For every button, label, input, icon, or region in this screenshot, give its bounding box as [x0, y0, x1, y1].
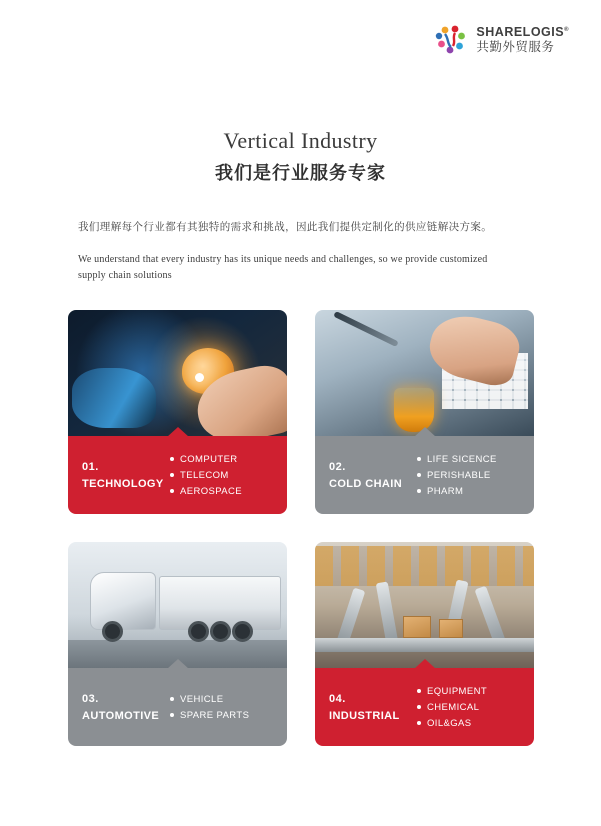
list-item [417, 454, 526, 465]
automotive-card-heading [82, 693, 170, 722]
list-item [417, 486, 526, 497]
list-item-label: EQUIPMENT [427, 685, 488, 697]
bullet-icon [417, 457, 421, 461]
card-name: INDUSTRIAL [329, 709, 400, 722]
brand-logo [434, 22, 569, 58]
bullet-icon [170, 489, 174, 493]
brand-logo-text [476, 26, 569, 54]
trademark-symbol: ® [564, 26, 569, 33]
technology-item-list [170, 454, 279, 497]
industrial-item-list [417, 686, 526, 729]
page-title-cn: 我们是行业服务专家 [215, 163, 386, 183]
industry-card-technology[interactable] [68, 310, 287, 514]
card-notch-icon [414, 427, 436, 437]
list-item [417, 470, 526, 481]
list-item [417, 686, 526, 697]
intro-paragraph-cn: 我们理解每个行业都有其独特的需求和挑战，因此我们提供定制化的供应链解决方案。 [78, 221, 493, 233]
list-item-label: SPARE PARTS [180, 709, 250, 721]
bullet-icon [170, 457, 174, 461]
bullet-icon [170, 697, 174, 701]
list-item-label: TELECOM [180, 469, 229, 481]
card-number: 04. [329, 692, 346, 705]
list-item [170, 470, 279, 481]
technology-card-body [68, 436, 287, 514]
list-item [170, 710, 279, 721]
list-item-label: PERISHABLE [427, 469, 491, 481]
list-item-label: OIL&GAS [427, 717, 472, 729]
list-item [170, 694, 279, 705]
list-item-label: VEHICLE [180, 693, 224, 705]
cold-chain-card-heading [329, 461, 417, 490]
cold-chain-photo [315, 310, 534, 436]
list-item [417, 702, 526, 713]
list-item-label: AEROSPACE [180, 485, 243, 497]
card-name: TECHNOLOGY [82, 477, 164, 490]
list-item [170, 486, 279, 497]
industry-card-automotive[interactable] [68, 542, 287, 746]
card-number: 03. [82, 692, 99, 705]
list-item-label: PHARM [427, 485, 464, 497]
card-name: COLD CHAIN [329, 477, 403, 490]
automotive-card-body [68, 668, 287, 746]
list-item [170, 454, 279, 465]
bullet-icon [170, 713, 174, 717]
automotive-photo [68, 542, 287, 668]
industrial-photo [315, 542, 534, 668]
sharelogis-logo-icon [434, 22, 470, 58]
list-item [417, 718, 526, 729]
list-item-label: CHEMICAL [427, 701, 480, 713]
brand-name: SHARELOGIS® [476, 24, 569, 39]
industry-card-industrial[interactable] [315, 542, 534, 746]
automotive-item-list [170, 694, 279, 721]
bullet-icon [417, 489, 421, 493]
brand-name-cn: 共勤外贸服务 [476, 40, 555, 54]
list-item-label: COMPUTER [180, 453, 238, 465]
technology-card-heading [82, 461, 170, 490]
industrial-card-body [315, 668, 534, 746]
bullet-icon [417, 689, 421, 693]
card-notch-icon [414, 659, 436, 669]
card-name: AUTOMOTIVE [82, 709, 160, 722]
bullet-icon [417, 721, 421, 725]
technology-photo [68, 310, 287, 436]
intro-paragraph-en: We understand that every industry has its unique needs and challenges, so we provide customized supply chain solutions [78, 254, 488, 281]
bullet-icon [170, 473, 174, 477]
card-number: 01. [82, 460, 99, 473]
cold-chain-card-body [315, 436, 534, 514]
page-title-en: Vertical Industry [223, 128, 378, 153]
industry-card-cold-chain[interactable] [315, 310, 534, 514]
industrial-card-heading [329, 693, 417, 722]
card-number: 02. [329, 460, 346, 473]
industry-card-grid [68, 310, 534, 746]
card-notch-icon [167, 659, 189, 669]
cold-chain-item-list [417, 454, 526, 497]
card-notch-icon [167, 427, 189, 437]
list-item-label: LIFE SICENCE [427, 453, 497, 465]
bullet-icon [417, 473, 421, 477]
bullet-icon [417, 705, 421, 709]
